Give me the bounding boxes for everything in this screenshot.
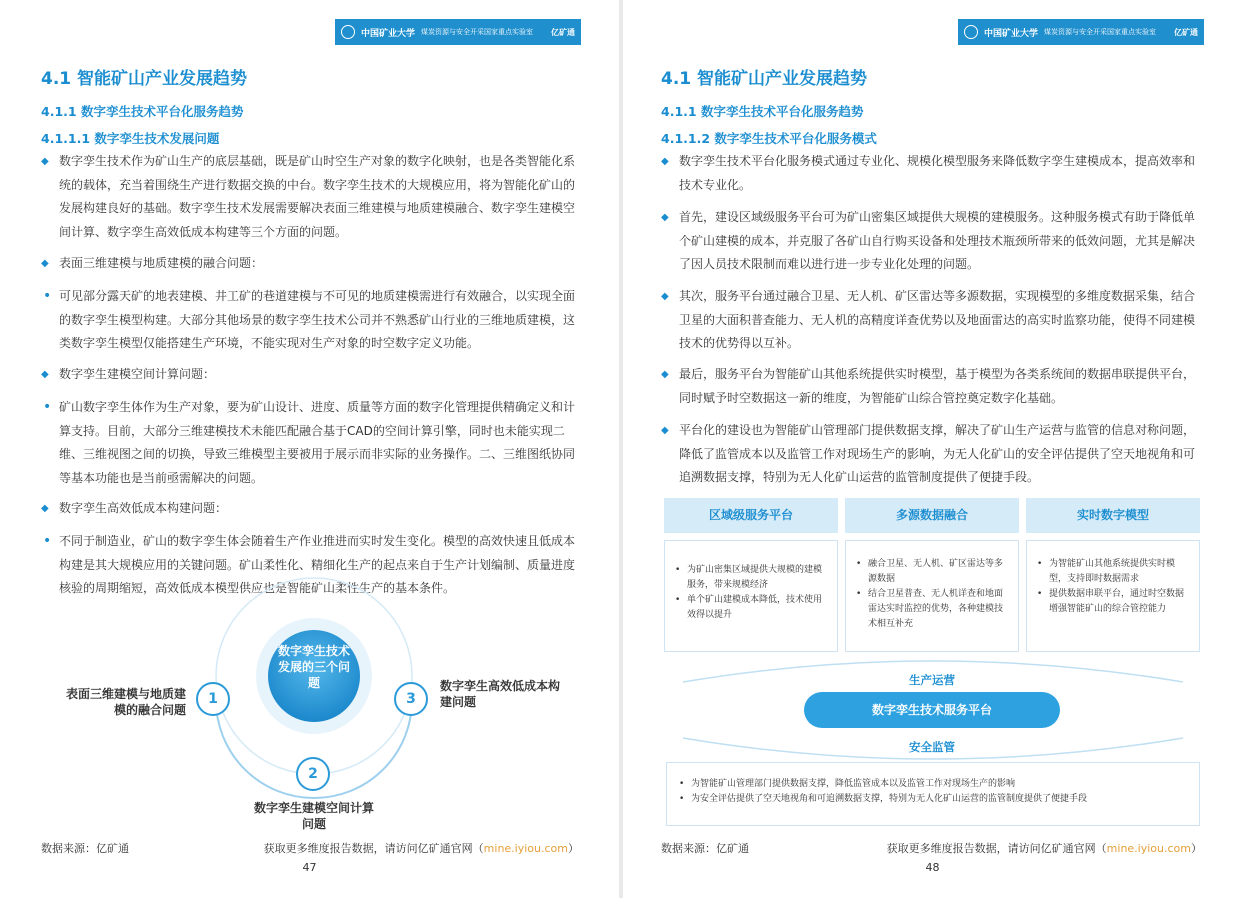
column-title-multisource-fusion: 多源数据融合 bbox=[845, 498, 1019, 533]
dot-bullet-icon: • bbox=[43, 288, 52, 304]
production-operation-label: 生产运营 bbox=[909, 673, 955, 687]
diamond-bullet-icon: ◆ bbox=[661, 291, 669, 302]
data-source: 数据来源：亿矿通 bbox=[661, 842, 749, 855]
page-number: 48 bbox=[925, 861, 940, 874]
data-source: 数据来源：亿矿通 bbox=[41, 842, 129, 855]
diamond-bullet-icon: ◆ bbox=[661, 369, 669, 380]
paragraph: ◆ 平台化的建设也为智能矿山管理部门提供数据支撑，解决了矿山生产运营与监管的信息对称问题，降低了监管成本以及监管工作对现场生产的影响，为无人化矿山的安全评估提供了空天地视角和可追溯数据支撑，特别为无人化矿山运营的监管制度提供了便捷手段。 bbox=[661, 419, 1201, 490]
paragraph-heading: ◆ 数字孪生建模空间计算问题： bbox=[41, 363, 581, 387]
diamond-bullet-icon: ◆ bbox=[661, 156, 669, 167]
university-name: 中国矿业大学 bbox=[361, 28, 416, 39]
university-name: 中国矿业大学 bbox=[984, 28, 1039, 39]
header-logo-bar bbox=[958, 19, 1204, 45]
paragraph: • 不同于制造业，矿山的数字孪生体会随着生产作业推进而实时发生变化。模型的高效快速且低成本构建是其大规模应用的关键问题。矿山柔性化、精细化生产的起点来自于生产计划编制、质量进度核验的周期缩短，高效低成本模型供应也是智能矿山柔性生产的基本条件。 bbox=[41, 530, 581, 601]
paragraph: • 可见部分露天矿的地表建模、井工矿的巷道建模与不可见的地质建模需进行有效融合，以实现全面的数字孪生模型构建。大部分其他场景的数字孪生技术公司并不熟悉矿山行业的三维地质建模，这类数字孪生模型仅能搭建生产环境，不能实现对生产对象的时空数字定义功能。 bbox=[41, 285, 581, 356]
column-box-regional-platform bbox=[664, 540, 838, 652]
paragraph: ◆ 首先，建设区域级服务平台可为矿山密集区域提供大规模的建模服务。这种服务模式有助于降低单个矿山建模的成本，并克服了各矿山自行购买设备和处理技术瓶颈所带来的低效问题，尤其是解决了因人员技术限制而难以进行进一步专业化处理的问题。 bbox=[661, 206, 1201, 277]
list-item: • 融合卫星、无人机、矿区雷达等多源数据 bbox=[856, 557, 1008, 587]
column-title-realtime-model: 实时数字模型 bbox=[1026, 498, 1200, 533]
dot-bullet-icon: • bbox=[43, 399, 52, 415]
column-box-realtime-model bbox=[1026, 540, 1200, 652]
diamond-bullet-icon: ◆ bbox=[661, 212, 669, 223]
subsection-title: 4.1.1 数字孪生技术平台化服务趋势 bbox=[661, 104, 864, 119]
diagram-center-title: 数字孪生技术发展的三个问题 bbox=[277, 644, 350, 690]
subsubsection-title: 4.1.1.2 数字孪生技术平台化服务模式 bbox=[661, 131, 877, 146]
safety-supervision-label: 安全监管 bbox=[909, 740, 955, 754]
diamond-bullet-icon: ◆ bbox=[41, 369, 49, 380]
website-link[interactable]: mine.iyiou.com bbox=[1106, 842, 1191, 855]
diamond-bullet-icon: ◆ bbox=[661, 425, 669, 436]
app-logo: 亿矿通 bbox=[1174, 27, 1198, 37]
paragraph: ◆ 数字孪生技术平台化服务模式通过专业化、规模化模型服务来降低数字孪生建模成本，提高效率和技术专业化。 bbox=[661, 150, 1201, 197]
subsection-title: 4.1.1 数字孪生技术平台化服务趋势 bbox=[41, 104, 244, 119]
page-47 bbox=[0, 0, 619, 898]
more-data-note: 获取更多维度报告数据，请访问亿矿通官网（mine.iyiou.com） bbox=[263, 842, 579, 855]
section-title: 4.1 智能矿山产业发展趋势 bbox=[41, 69, 248, 89]
section-title: 4.1 智能矿山产业发展趋势 bbox=[661, 69, 868, 89]
digital-twin-platform-pill: 数字孪生技术服务平台 bbox=[804, 692, 1060, 728]
page-48 bbox=[623, 0, 1242, 898]
problem-number-3: 3 bbox=[394, 682, 428, 716]
diamond-bullet-icon: ◆ bbox=[41, 503, 49, 514]
subsubsection-title: 4.1.1.1 数字孪生技术发展问题 bbox=[41, 131, 220, 146]
list-item: • 为智能矿山其他系统提供实时模型，支持即时数据需求 bbox=[1037, 557, 1189, 587]
list-item: • 结合卫星普查、无人机详查和地面雷达实时监控的优势，各种建模技术相互补充 bbox=[856, 587, 1008, 632]
website-link[interactable]: mine.iyiou.com bbox=[483, 842, 568, 855]
problem-label-3: 数字孪生高效低成本构建问题 bbox=[440, 679, 561, 709]
lab-name: 煤炭资源与安全开采国家重点实验室 bbox=[1044, 28, 1157, 36]
problem-number-1: 1 bbox=[196, 682, 230, 716]
paragraph-heading: ◆ 数字孪生高效低成本构建问题： bbox=[41, 497, 581, 521]
paragraph: ◆ 其次，服务平台通过融合卫星、无人机、矿区雷达等多源数据，实现模型的多维度数据采集，结合卫星的大面积普查能力、无人机的高精度详查优势以及地面雷达的高实时监察功能，使得不同建模技术的优势得以互补。 bbox=[661, 285, 1201, 356]
paragraph-heading: ◆ 表面三维建模与地质建模的融合问题： bbox=[41, 252, 581, 276]
list-item: • 单个矿山建模成本降低，技术使用效得以提升 bbox=[675, 593, 827, 623]
problem-label-2: 数字孪生建模空间计算问题 bbox=[253, 801, 374, 831]
paragraph: ◆ 最后，服务平台为智能矿山其他系统提供实时模型，基于模型为各类系统间的数据串联提供平台，同时赋予时空数据这一新的维度，为智能矿山综合管控奠定数字化基础。 bbox=[661, 363, 1201, 410]
list-item: • 为安全评估提供了空天地视角和可追溯数据支撑，特别为无人化矿山运营的监管制度提供了便捷手段 bbox=[679, 792, 1187, 807]
problem-label-1: 表面三维建模与地质建模的融合问题 bbox=[65, 687, 186, 717]
paragraph: • 矿山数字孪生体作为生产对象，要为矿山设计、进度、质量等方面的数字化管理提供精确定义和计算支持。目前，大部分三维建模技术未能匹配融合基于CAD的空间计算引擎，同时也未能实现二维、三维视图之间的切换，导致三维模型主要被用于展示而非实际的业务操作。二、三维图纸协同等基本功能也是当前亟需解决的问题。 bbox=[41, 396, 581, 490]
lab-name: 煤炭资源与安全开采国家重点实验室 bbox=[421, 28, 534, 36]
dot-bullet-icon: • bbox=[43, 533, 52, 549]
list-item: • 提供数据串联平台，通过时空数据增强智能矿山的综合管控能力 bbox=[1037, 587, 1189, 617]
university-seal-icon bbox=[964, 25, 978, 39]
more-data-note: 获取更多维度报告数据，请访问亿矿通官网（mine.iyiou.com） bbox=[886, 842, 1202, 855]
diamond-bullet-icon: ◆ bbox=[41, 156, 49, 167]
paragraph: ◆ 数字孪生技术作为矿山生产的底层基础，既是矿山时空生产对象的数字化映射，也是各类智能化系统的载体，充当着围绕生产进行数据交换的中台。数字孪生技术的大规模应用，将为智能化矿山的发展构建良好的基础。数字孪生技术发展需要解决表面三维建模与地质建模融合、数字孪生建模空间计算、数字孪生高效低成本构建等三个方面的问题。 bbox=[41, 150, 581, 244]
column-box-multisource-fusion bbox=[845, 540, 1019, 652]
page-number: 47 bbox=[302, 861, 317, 874]
supervision-box bbox=[666, 762, 1200, 826]
problem-number-2: 2 bbox=[296, 757, 330, 791]
list-item: • 为矿山密集区域提供大规模的建模服务，带来规模经济 bbox=[675, 563, 827, 593]
app-logo: 亿矿通 bbox=[551, 27, 575, 37]
column-title-regional-platform: 区域级服务平台 bbox=[664, 498, 838, 533]
diamond-bullet-icon: ◆ bbox=[41, 258, 49, 269]
list-item: • 为智能矿山管理部门提供数据支撑，降低监管成本以及监管工作对现场生产的影响 bbox=[679, 777, 1187, 792]
